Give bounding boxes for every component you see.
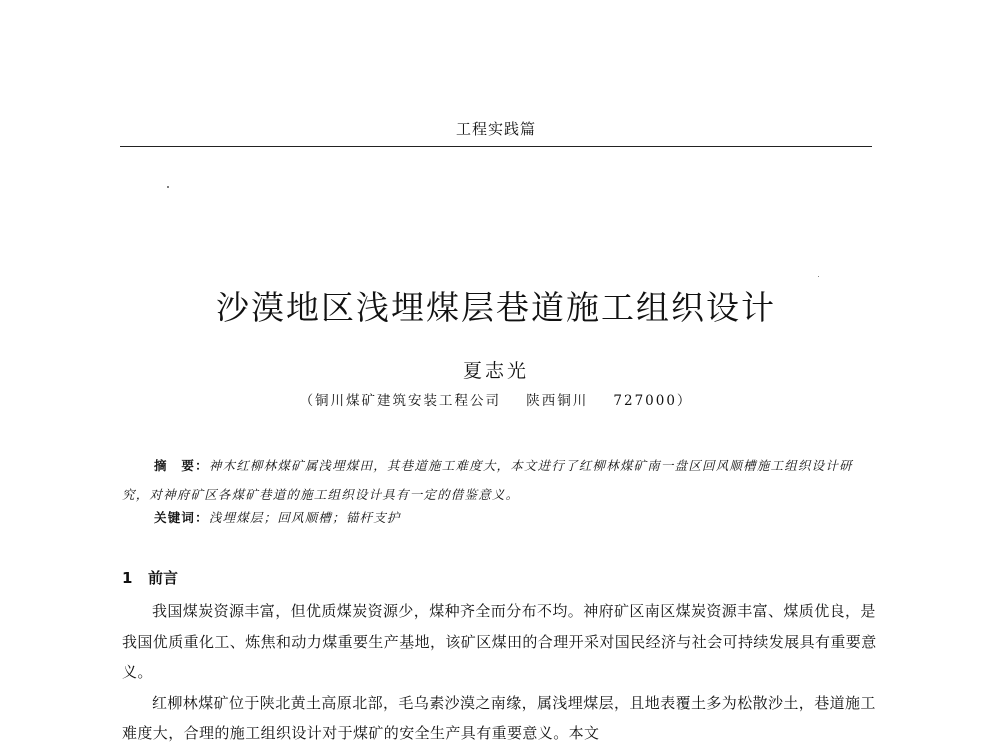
author-affiliation: （铜川煤矿建筑安装工程公司 陕西铜川 727000） — [299, 393, 693, 409]
article-author: 夏志光 — [462, 360, 529, 382]
abstract-text: 神木红柳林煤矿属浅埋煤田，其巷道施工难度大，本文进行了红柳林煤矿南一盘区回风顺槽施工组织设计研究，对神府矿区各煤矿巷道的施工组织设计具有一定的借鉴意义。 — [122, 458, 853, 502]
header-rule — [120, 146, 872, 147]
section-number: 1 — [122, 569, 133, 587]
body-paragraph: 我国煤炭资源丰富，但优质煤炭资源少，煤种齐全而分布不均。神府矿区南区煤炭资源丰富、煤质优良，是我国优质重化工、炼焦和动力煤重要生产基地，该矿区煤田的合理开采对国民经济与社会可持续发展具有重要意义。 — [122, 602, 877, 681]
abstract-label: 摘 要： — [154, 458, 209, 473]
section-title: 前言 — [148, 569, 179, 587]
running-header: 工程实践篇 — [455, 120, 536, 138]
scan-speck — [818, 276, 819, 277]
keywords-text: 浅埋煤层；回风顺槽；锚杆支护 — [208, 510, 401, 525]
section-body — [122, 596, 878, 749]
body-paragraph: 红柳林煤矿位于陕北黄土高原北部，毛乌素沙漠之南缘，属浅埋煤层，且地表覆土多为松散沙土，巷道施工难度大，合理的施工组织设计对于煤矿的安全生产具有重要意义。本文 — [122, 693, 876, 742]
abstract — [122, 451, 874, 509]
section-heading — [122, 567, 178, 588]
keywords — [154, 508, 401, 526]
scan-speck — [167, 186, 169, 188]
article-title: 沙漠地区浅埋煤层巷道施工组织设计 — [216, 288, 776, 327]
keywords-label: 关键词： — [154, 510, 209, 525]
